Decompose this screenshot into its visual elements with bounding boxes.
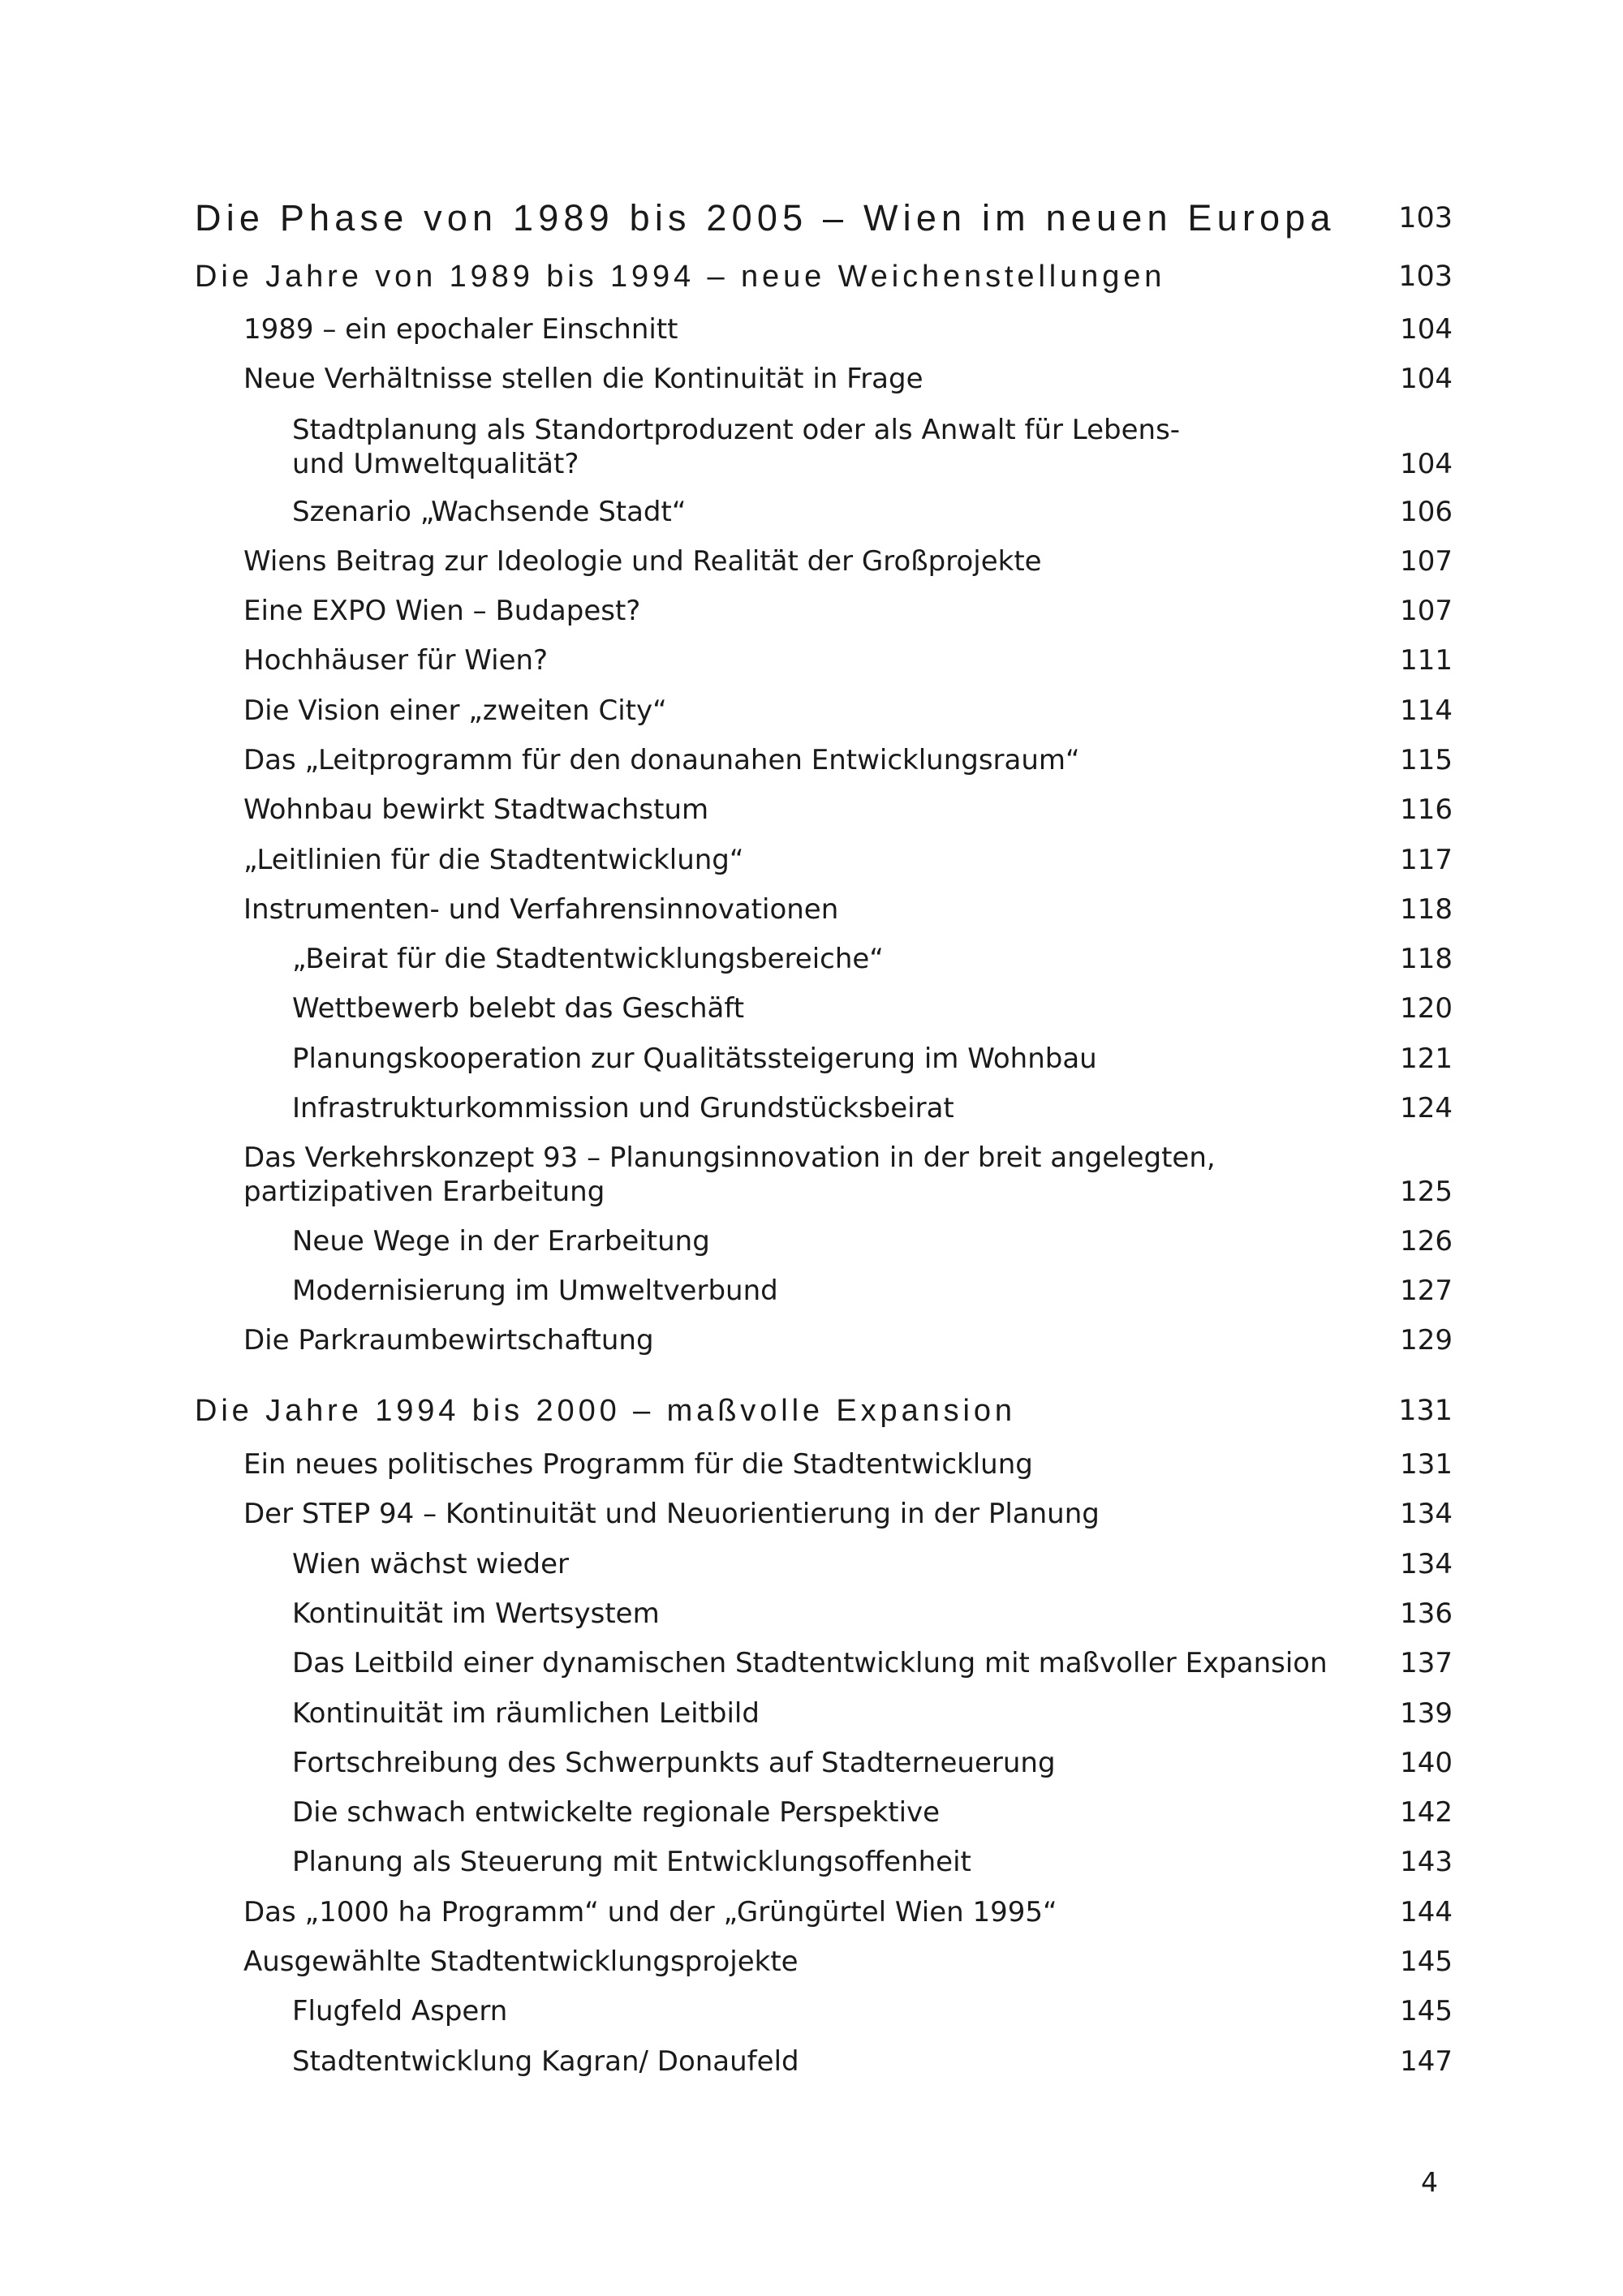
toc-entry-title: Hochhäuser für Wien? — [243, 644, 549, 677]
toc-entry-page: 114 — [1400, 694, 1453, 727]
toc-entry-section — [243, 793, 1453, 827]
page-number: 4 — [1421, 2166, 1438, 2198]
toc-entry-part — [195, 197, 1453, 239]
toc-entry-page: 116 — [1400, 793, 1453, 826]
toc-entry-page: 107 — [1400, 595, 1453, 627]
toc-entry-section — [243, 1323, 1453, 1357]
toc-entry-chapter — [195, 259, 1453, 295]
toc-entry-page: 125 — [1400, 1176, 1453, 1208]
toc-entry-section — [243, 694, 1453, 728]
toc-entry-page: 142 — [1400, 1796, 1453, 1829]
toc-entry-title: Modernisierung im Umweltverbund — [292, 1275, 778, 1307]
toc-entry-section — [243, 1141, 1453, 1209]
toc-entry-page: 104 — [1400, 363, 1453, 395]
toc-entry-page: 134 — [1400, 1548, 1453, 1580]
toc-entry-title: Der STEP 94 – Kontinuität und Neuorientierung in der Planung — [243, 1498, 1100, 1530]
toc-entry-title: Ausgewählte Stadtentwicklungsprojekte — [243, 1946, 799, 1978]
toc-entry-title: Die Jahre 1994 bis 2000 – maßvolle Expansion — [195, 1394, 1016, 1428]
toc-entry-title: Die schwach entwickelte regionale Perspektive — [292, 1796, 941, 1829]
toc-entry-subsection — [292, 1696, 1453, 1731]
toc-entry-page: 131 — [1398, 1395, 1453, 1427]
toc-entry-page: 118 — [1400, 943, 1453, 975]
toc-entry-title: Fortschreibung des Schwerpunkts auf Stadterneuerung — [292, 1747, 1056, 1779]
toc-entry-section — [243, 643, 1453, 677]
toc-entry-page: 129 — [1400, 1324, 1453, 1357]
toc-entry-chapter — [195, 1393, 1453, 1429]
toc-entry-subsection — [292, 942, 1453, 976]
toc-entry-subsection — [292, 1224, 1453, 1258]
toc-entry-page: 147 — [1400, 2045, 1453, 2078]
toc-entry-title: Die Jahre von 1989 bis 1994 – neue Weichenstellungen — [195, 260, 1166, 294]
toc-entry-subsection — [292, 495, 1453, 529]
toc-entry-subsection — [292, 1274, 1453, 1308]
toc-entry-page: 131 — [1400, 1448, 1453, 1481]
toc-entry-page: 126 — [1400, 1225, 1453, 1258]
toc-entry-page: 107 — [1400, 545, 1453, 578]
toc-entry-title: „Beirat für die Stadtentwicklungsbereiche“ — [292, 943, 884, 975]
toc-entry-page: 121 — [1400, 1043, 1453, 1075]
toc-entry-subsection — [292, 1547, 1453, 1581]
toc-entry-section — [243, 1895, 1453, 1929]
toc-entry-title: 1989 – ein epochaler Einschnitt — [243, 313, 678, 346]
toc-entry-subsection — [292, 991, 1453, 1025]
toc-entry-section — [243, 544, 1453, 578]
toc-entry-subsection — [292, 1746, 1453, 1780]
toc-entry-page: 111 — [1400, 644, 1453, 677]
toc-entry-page: 104 — [1400, 313, 1453, 346]
toc-entry-title: Das „1000 ha Programm“ und der „Grüngürtel Wien 1995“ — [243, 1896, 1057, 1928]
toc-entry-subsection — [292, 2044, 1453, 2079]
toc-entry-page: 144 — [1400, 1896, 1453, 1928]
toc-entry-page: 115 — [1400, 744, 1453, 776]
toc-entry-page: 145 — [1400, 1946, 1453, 1978]
toc-entry-page: 137 — [1400, 1647, 1453, 1679]
toc-entry-title: Instrumenten- und Verfahrensinnovationen — [243, 893, 839, 926]
toc-entry-page: 127 — [1400, 1275, 1453, 1307]
toc-entry-title: Das Verkehrskonzept 93 – Planungsinnovation in der breit angelegten, partizipativen Erarbeitung — [243, 1142, 1216, 1208]
toc-entry-subsection — [292, 1994, 1453, 2028]
toc-entry-page: 104 — [1400, 448, 1453, 480]
toc-entry-title: Stadtentwicklung Kagran/ Donaufeld — [292, 2045, 799, 2078]
toc-entry-subsection — [292, 1597, 1453, 1631]
toc-entry-subsection — [292, 1042, 1453, 1076]
toc-entry-section — [243, 1945, 1453, 1979]
toc-entry-section — [243, 843, 1453, 877]
toc-entry-page: 117 — [1400, 844, 1453, 876]
toc-entry-title: Stadtplanung als Standortproduzent oder als Anwalt für Lebens- und Umweltqualität? — [292, 414, 1181, 480]
toc-entry-title: Wettbewerb belebt das Geschäft — [292, 992, 745, 1025]
toc-entry-title: Die Parkraumbewirtschaftung — [243, 1324, 654, 1357]
toc-entry-page: 145 — [1400, 1995, 1453, 2027]
toc-entry-page: 134 — [1400, 1498, 1453, 1530]
toc-entry-subsection — [292, 413, 1453, 481]
toc-entry-title: Die Phase von 1989 bis 2005 – Wien im neuen Europa — [195, 197, 1336, 239]
toc-entry-title: Planungskooperation zur Qualitätssteigerung im Wohnbau — [292, 1043, 1097, 1075]
toc-entry-page: 103 — [1398, 260, 1453, 293]
toc-entry-title: Kontinuität im Wertsystem — [292, 1597, 660, 1630]
toc-entry-page: 120 — [1400, 992, 1453, 1025]
toc-entry-title: Wohnbau bewirkt Stadtwachstum — [243, 793, 709, 826]
toc-entry-section — [243, 743, 1453, 777]
toc-entry-section — [243, 312, 1453, 346]
toc-entry-page: 103 — [1398, 202, 1453, 234]
toc-entry-page: 143 — [1400, 1846, 1453, 1878]
toc-entry-title: Planung als Steuerung mit Entwicklungsoffenheit — [292, 1846, 971, 1878]
toc-entry-page: 118 — [1400, 893, 1453, 926]
toc-entry-page: 106 — [1400, 496, 1453, 528]
toc-entry-section — [243, 594, 1453, 628]
toc-entry-title: Infrastrukturkommission und Grundstücksbeirat — [292, 1092, 954, 1124]
toc-entry-title: Ein neues politisches Programm für die Stadtentwicklung — [243, 1448, 1033, 1481]
toc-entry-title: Szenario „Wachsende Stadt“ — [292, 496, 687, 528]
toc-entry-subsection — [292, 1845, 1453, 1879]
toc-entry-page: 124 — [1400, 1092, 1453, 1124]
toc-entry-title: Das „Leitprogramm für den donaunahen Entwicklungsraum“ — [243, 744, 1080, 776]
toc-entry-title: Wiens Beitrag zur Ideologie und Realität der Großprojekte — [243, 545, 1042, 578]
toc-entry-page: 140 — [1400, 1747, 1453, 1779]
toc-entry-title: Neue Verhältnisse stellen die Kontinuität in Frage — [243, 363, 923, 395]
toc-entry-title: Neue Wege in der Erarbeitung — [292, 1225, 710, 1258]
toc-entry-title: „Leitlinien für die Stadtentwicklung“ — [243, 844, 744, 876]
toc-entry-page: 136 — [1400, 1597, 1453, 1630]
toc-entry-subsection — [292, 1795, 1453, 1829]
toc-entry-section — [243, 362, 1453, 396]
toc-entry-section — [243, 1497, 1453, 1531]
toc-entry-title: Eine EXPO Wien – Budapest? — [243, 595, 641, 627]
toc-entry-title: Kontinuität im räumlichen Leitbild — [292, 1697, 760, 1730]
toc-entry-title: Flugfeld Aspern — [292, 1995, 508, 2027]
toc-entry-subsection — [292, 1091, 1453, 1125]
toc-entry-title: Wien wächst wieder — [292, 1548, 569, 1580]
toc-entry-page: 139 — [1400, 1697, 1453, 1730]
toc-entry-subsection — [292, 1646, 1453, 1680]
toc-entry-title: Die Vision einer „zweiten City“ — [243, 694, 667, 727]
toc-entry-section — [243, 1447, 1453, 1481]
toc-entry-section — [243, 892, 1453, 927]
toc-entry-title: Das Leitbild einer dynamischen Stadtentwicklung mit maßvoller Expansion — [292, 1647, 1328, 1679]
